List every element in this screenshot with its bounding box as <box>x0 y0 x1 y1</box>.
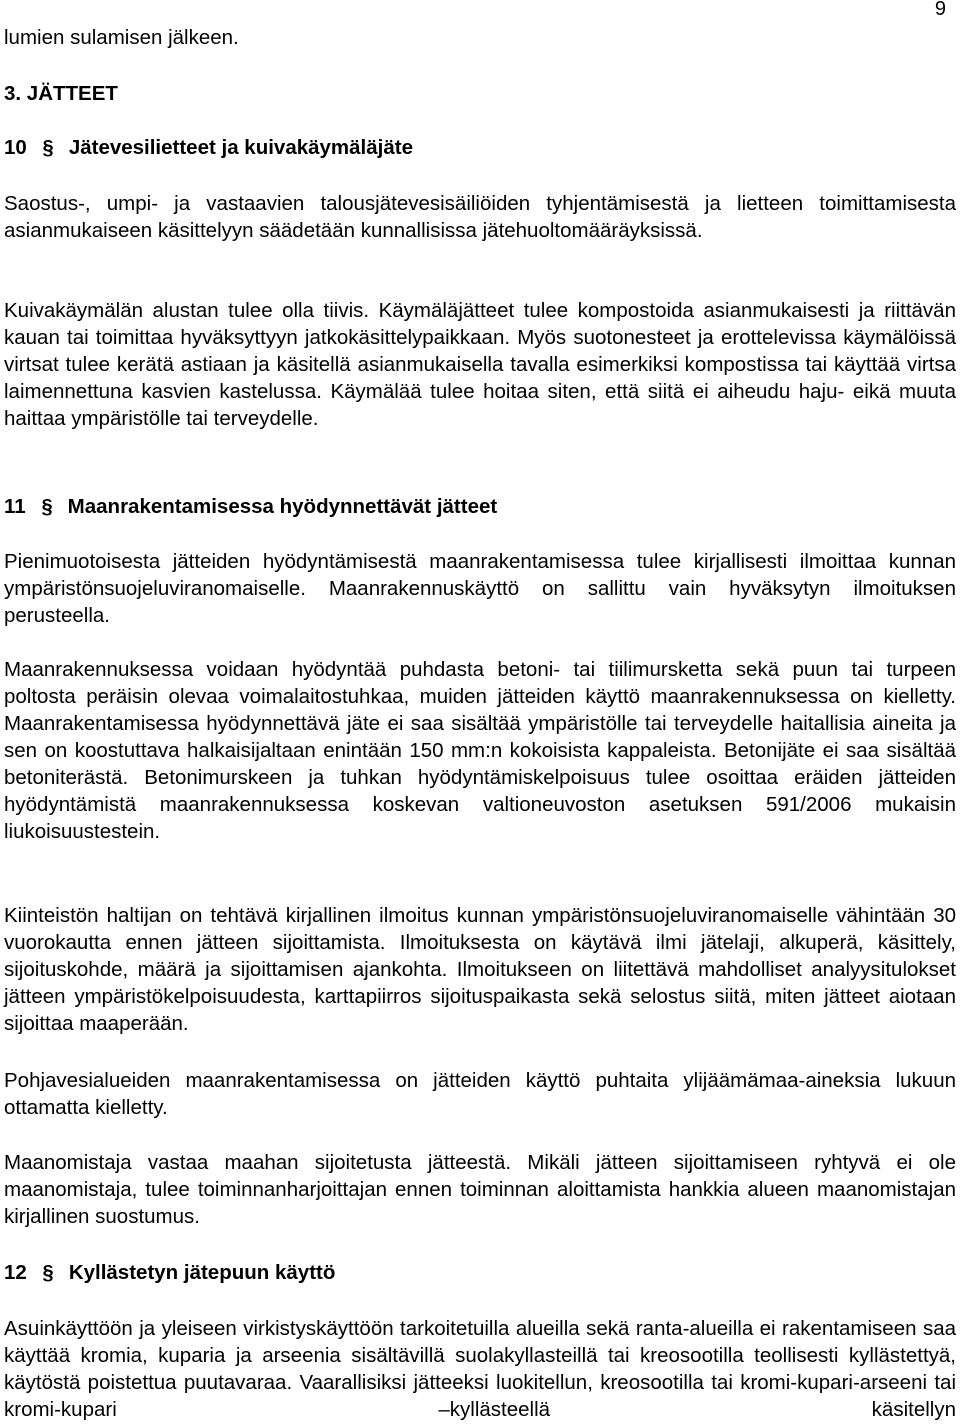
heading-12-number: 12 <box>4 1261 27 1284</box>
paragraph-landowner: Maanomistaja vastaa maahan sijoitetusta jätteestä. Mikäli jätteen sijoittamiseen ryhtyvä ei ole maanomistaja, tulee toiminnanharjoittajan ennen toiminnan aloittamista hankkia alueen maanomistajan kirjallinen suostumus. <box>4 1151 956 1228</box>
paragraph-property-owner: Kiinteistön haltijan on tehtävä kirjallinen ilmoitus kunnan ympäristönsuojeluviranomaiselle vähintään 30 vuorokautta ennen jätteen sijoittamista. Ilmoituksesta on käytävä ilmi jätelaji, alkuperä, käsittely, sijoituskohde, määrä ja sijoittamisen ajankohta. Ilmoitukseen on liitettävä mahdolliset analyysitulokset jätteen ympäristökelpoisuudesta, karttapiirros sijoituspaikasta sekä selostus siitä, miten jätteet aiotaan sijoittaa maaperään. <box>4 904 956 1035</box>
heading-11 <box>4 493 497 520</box>
heading-10 <box>4 134 413 161</box>
heading-11-title: Maanrakentamisessa hyödynnettävät jätteet <box>67 495 498 518</box>
paragraph-impregnated-wood: Asuinkäyttöön ja yleiseen virkistyskäyttöön tarkoitetuilla alueilla sekä ranta-alueilla ei rakentamiseen saa käyttää kromia, kuparia ja arseenia sisältävillä suolakyllasteillä tai kreosootilla teollisesti kyllästettyä, käytöstä poistettua puutavaraa. Vaarallisiksi jätteeksi luokitellun, kreosootilla tai kromi-kupari-arseeni tai kromi-kupari –kyllästeellä käsitellyn <box>4 1317 956 1421</box>
heading-10-title: Jätevesilietteet ja kuivakäymäläjäte <box>68 136 413 159</box>
heading-12-title: Kyllästetyn jätepuun käyttö <box>68 1261 336 1284</box>
paragraph-dry-toilet: Kuivakäymälän alustan tulee olla tiivis. Käymäläjätteet tulee kompostoida asianmukaisesti ja riittävän kauan tai toimittaa hyväksyttyyn jatkokäsittelypaikkaan. Myös suotonesteet ja erottelevissa käymälöissä virtsat tulee kerätä astiaan ja käsitellä asianmukaisella tavalla esimerkiksi kompostissa tai käyttää virtsa laimennettuna kasvien kastelussa. Käymälää tulee hoitaa siten, että siitä ei aiheudu haju- eikä muuta haittaa ympäristölle tai terveydelle. <box>4 299 956 430</box>
page-number: 9 <box>934 0 946 20</box>
section-title: 3. JÄTTEET <box>4 82 118 105</box>
svg-text:§: § <box>42 137 54 158</box>
svg-text:§: § <box>41 496 53 517</box>
heading-11-number: 11 <box>4 495 26 518</box>
section-sign-icon <box>35 1261 61 1283</box>
lead-text: lumien sulamisen jälkeen. <box>4 26 239 49</box>
heading-12 <box>4 1259 335 1286</box>
paragraph-notification: Pienimuotoisesta jätteiden hyödyntämisestä maanrakentamisessa tulee kirjallisesti ilmoittaa kunnan ympäristönsuojeluviranomaiselle. Maanrakennuskäyttö on sallittu vain hyväksytyn ilmoituksen perusteella. <box>4 550 956 627</box>
heading-10-number: 10 <box>4 136 27 159</box>
svg-text:§: § <box>42 1262 54 1283</box>
paragraph-construction-materials: Maanrakennuksessa voidaan hyödyntää puhdasta betoni- tai tiilimursketta sekä puun tai turpeen poltosta peräisin olevaa voimalaitostuhkaa, muiden jätteiden käyttö maanrakennuksessa on kielletty. Maanrakentamisessa hyödynnettävä jäte ei saa sisältää ympäristölle tai terveydelle haitallisia aineita ja sen on koostuttava halkaisijaltaan enintään 150 mm:n kokoisista kappaleista. Betonijäte ei saa sisältää betoniterästä. Betonimurskeen ja tuhkan hyödyntämiskelpoisuus tulee osoittaa eräiden jätteiden hyödyntämistä maanrakennuksessa koskevan valtioneuvoston asetuksen 591/2006 mukaisin liukoisuustestein. <box>4 658 956 843</box>
section-sign-icon <box>35 136 61 158</box>
paragraph-groundwater: Pohjavesialueiden maanrakentamisessa on jätteiden käyttö puhtaita ylijäämämaa-aineksia lukuun ottamatta kielletty. <box>4 1069 956 1119</box>
paragraph-sludge: Saostus-, umpi- ja vastaavien talousjätevesisäiliöiden tyhjentämisestä ja lietteen toimittamisesta asianmukaiseen käsittelyyn säädetään kunnallisissa jätehuoltomääräyksissä. <box>4 192 956 242</box>
section-sign-icon <box>34 495 60 517</box>
